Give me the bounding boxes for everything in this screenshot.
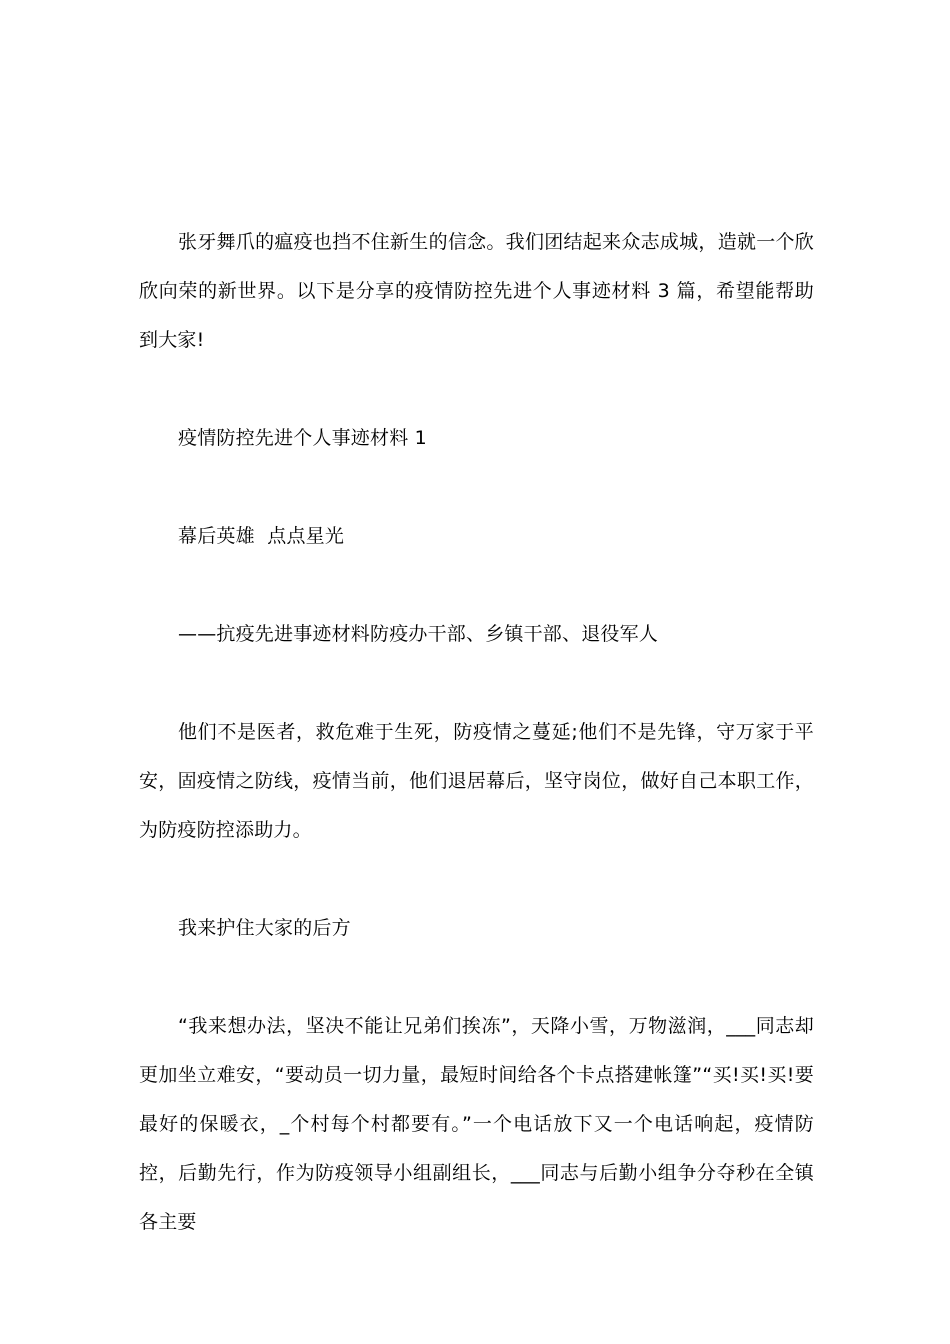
subheadline: ——抗疫先进事迹材料防疫办干部、乡镇干部、退役军人 bbox=[178, 623, 659, 645]
body-paragraph-2: “我来想办法，坚决不能让兄弟们挨冻”，天降小雪，万物滋润，___同志却更加坐立难安，“要动员一切力量，最短时间给各个卡点搭建帐篷”“买!买!买!要最好的保暖衣，_个村每个村都要有。”一个电话放下又一个电话响起，疫情防控，后勤先行，作为防疫领导小组副组长，___同志与后勤小组争分夺秒在全镇各主要 bbox=[139, 1015, 814, 1233]
section-title: 疫情防控先进个人事迹材料 1 bbox=[178, 427, 427, 449]
spacer bbox=[139, 463, 814, 512]
spacer bbox=[139, 659, 814, 708]
spacer bbox=[139, 365, 814, 414]
headline: 幕后英雄 点点星光 bbox=[178, 525, 345, 547]
body-paragraph-1: 他们不是医者，救危难于生死，防疫情之蔓延;他们不是先锋，守万家于平安，固疫情之防线，疫情当前，他们退居幕后，坚守岗位，做好自己本职工作，为防疫防控添助力。 bbox=[139, 721, 814, 841]
document-page bbox=[139, 218, 814, 1247]
spacer bbox=[139, 561, 814, 610]
subtitle-1: 我来护住大家的后方 bbox=[178, 917, 351, 939]
spacer bbox=[139, 953, 814, 1002]
intro-paragraph: 张牙舞爪的瘟疫也挡不住新生的信念。我们团结起来众志成城，造就一个欣欣向荣的新世界。以下是分享的疫情防控先进个人事迹材料 3 篇，希望能帮助到大家! bbox=[139, 231, 814, 351]
spacer bbox=[139, 855, 814, 904]
